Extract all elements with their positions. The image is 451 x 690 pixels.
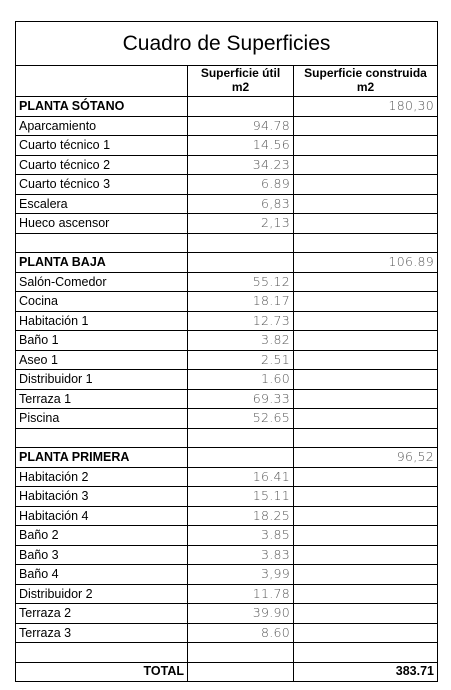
room-name: Terraza 2 [16, 604, 188, 624]
room-name: Salón-Comedor [16, 272, 188, 292]
table-row [16, 487, 438, 507]
table-row [16, 565, 438, 585]
empty-cell [294, 311, 438, 331]
room-name: Terraza 3 [16, 623, 188, 643]
section-row [16, 253, 438, 273]
room-name: Aseo 1 [16, 350, 188, 370]
room-name: Terraza 1 [16, 389, 188, 409]
empty-cell [16, 428, 188, 448]
room-name: Habitación 4 [16, 506, 188, 526]
room-useful-area: 1.60 [188, 370, 294, 390]
table-row [16, 155, 438, 175]
table-row [16, 136, 438, 156]
section-name: PLANTA BAJA [16, 253, 188, 273]
room-useful-area: 15.11 [188, 487, 294, 507]
section-built-area: 106.89 [294, 253, 438, 273]
room-name: Baño 3 [16, 545, 188, 565]
room-name: Distribuidor 2 [16, 584, 188, 604]
empty-cell [294, 604, 438, 624]
table-row [16, 370, 438, 390]
room-useful-area: 52.65 [188, 409, 294, 429]
empty-cell [294, 155, 438, 175]
room-useful-area: 14.56 [188, 136, 294, 156]
room-name: Hueco ascensor [16, 214, 188, 234]
surface-table-body [16, 22, 438, 682]
room-useful-area: 11.78 [188, 584, 294, 604]
table-row [16, 350, 438, 370]
empty-cell [294, 506, 438, 526]
section-row [16, 448, 438, 468]
total-row [16, 662, 438, 681]
table-row [16, 175, 438, 195]
room-useful-area: 3.85 [188, 526, 294, 546]
room-useful-area: 18.25 [188, 506, 294, 526]
room-name: Baño 4 [16, 565, 188, 585]
empty-cell [16, 233, 188, 253]
room-name: Cocina [16, 292, 188, 312]
room-useful-area: 2,13 [188, 214, 294, 234]
section-row [16, 97, 438, 117]
total-label: TOTAL [16, 662, 188, 681]
room-useful-area: 55.12 [188, 272, 294, 292]
header-label-column [16, 66, 188, 97]
empty-cell [294, 584, 438, 604]
empty-cell [16, 643, 188, 663]
empty-cell [294, 487, 438, 507]
room-useful-area: 3,99 [188, 565, 294, 585]
empty-cell [294, 623, 438, 643]
room-name: Piscina [16, 409, 188, 429]
room-useful-area: 2.51 [188, 350, 294, 370]
table-row [16, 214, 438, 234]
room-useful-area: 18.17 [188, 292, 294, 312]
room-name: Habitación 3 [16, 487, 188, 507]
empty-cell [294, 428, 438, 448]
table-row [16, 389, 438, 409]
empty-cell [294, 565, 438, 585]
table-row [16, 331, 438, 351]
room-useful-area: 69.33 [188, 389, 294, 409]
empty-cell [294, 545, 438, 565]
table-row [16, 116, 438, 136]
room-useful-area: 8.60 [188, 623, 294, 643]
room-name: Baño 2 [16, 526, 188, 546]
section-name: PLANTA PRIMERA [16, 448, 188, 468]
empty-cell [188, 253, 294, 273]
empty-cell [188, 643, 294, 663]
room-useful-area: 12.73 [188, 311, 294, 331]
empty-cell [188, 428, 294, 448]
empty-cell [294, 136, 438, 156]
room-name: Habitación 2 [16, 467, 188, 487]
empty-cell [294, 331, 438, 351]
empty-cell [188, 662, 294, 681]
table-row [16, 623, 438, 643]
table-row [16, 272, 438, 292]
table-row [16, 584, 438, 604]
room-name: Habitación 1 [16, 311, 188, 331]
empty-cell [294, 233, 438, 253]
room-name: Baño 1 [16, 331, 188, 351]
room-useful-area: 16.41 [188, 467, 294, 487]
empty-cell [294, 526, 438, 546]
spacer-row [16, 643, 438, 663]
room-useful-area: 3.82 [188, 331, 294, 351]
table-row [16, 545, 438, 565]
empty-cell [294, 370, 438, 390]
table-row [16, 467, 438, 487]
header-useful-area: Superficie útil m2 [188, 66, 294, 97]
empty-cell [294, 467, 438, 487]
empty-cell [188, 97, 294, 117]
room-name: Cuarto técnico 1 [16, 136, 188, 156]
empty-cell [294, 643, 438, 663]
room-name: Distribuidor 1 [16, 370, 188, 390]
empty-cell [294, 272, 438, 292]
empty-cell [188, 448, 294, 468]
table-row [16, 311, 438, 331]
empty-cell [294, 116, 438, 136]
room-useful-area: 34.23 [188, 155, 294, 175]
empty-cell [294, 175, 438, 195]
header-built-area: Superficie construida m2 [294, 66, 438, 97]
room-name: Cuarto técnico 2 [16, 155, 188, 175]
total-value: 383.71 [294, 662, 438, 681]
room-useful-area: 6,83 [188, 194, 294, 214]
empty-cell [294, 350, 438, 370]
table-row [16, 292, 438, 312]
header-row [16, 66, 438, 97]
title-row [16, 22, 438, 66]
room-name: Cuarto técnico 3 [16, 175, 188, 195]
section-built-area: 180,30 [294, 97, 438, 117]
table-row [16, 506, 438, 526]
surface-table [15, 21, 438, 682]
table-row [16, 409, 438, 429]
empty-cell [294, 389, 438, 409]
page-title: Cuadro de Superficies [16, 22, 438, 66]
room-name: Aparcamiento [16, 116, 188, 136]
empty-cell [294, 214, 438, 234]
empty-cell [188, 233, 294, 253]
room-useful-area: 3.83 [188, 545, 294, 565]
section-name: PLANTA SÓTANO [16, 97, 188, 117]
table-row [16, 526, 438, 546]
room-useful-area: 6.89 [188, 175, 294, 195]
room-name: Escalera [16, 194, 188, 214]
empty-cell [294, 409, 438, 429]
empty-cell [294, 292, 438, 312]
room-useful-area: 94.78 [188, 116, 294, 136]
table-row [16, 194, 438, 214]
empty-cell [294, 194, 438, 214]
section-built-area: 96,52 [294, 448, 438, 468]
spacer-row [16, 428, 438, 448]
room-useful-area: 39.90 [188, 604, 294, 624]
table-row [16, 604, 438, 624]
spacer-row [16, 233, 438, 253]
